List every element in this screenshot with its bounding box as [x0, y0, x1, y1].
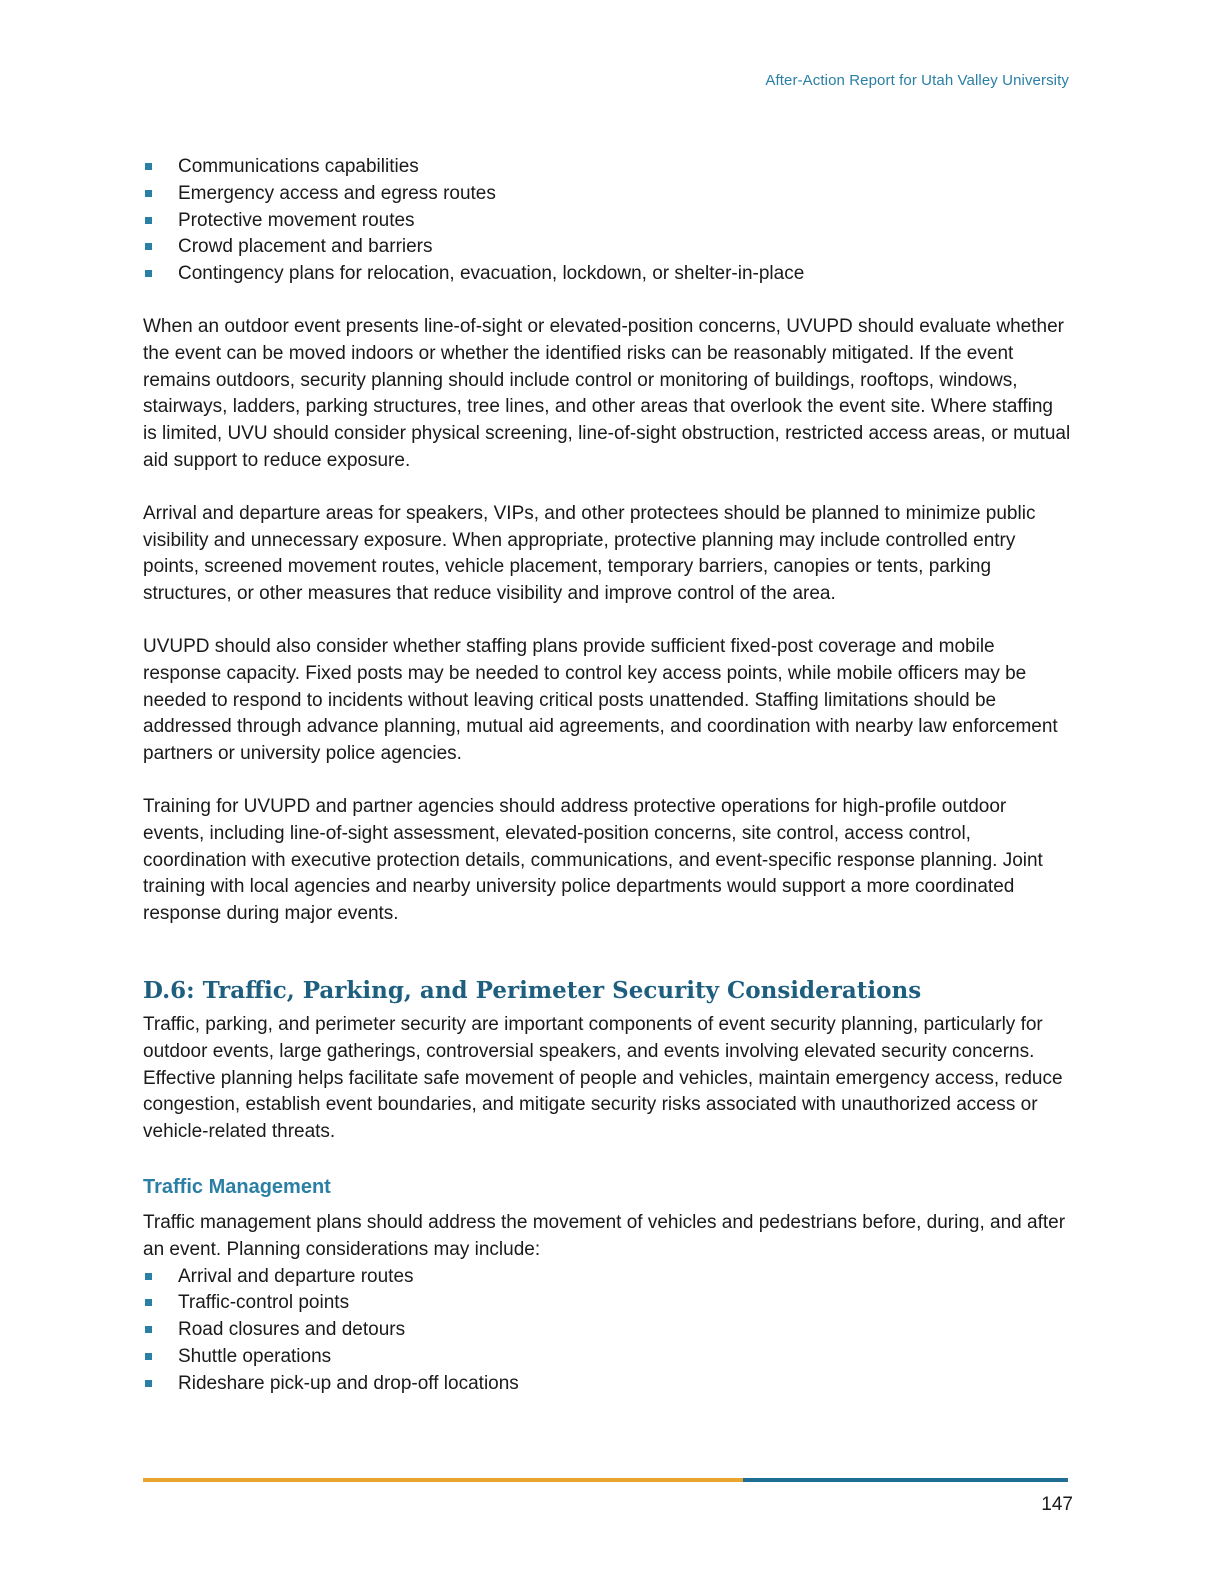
square-bullet-icon: [145, 190, 152, 197]
running-header: After-Action Report for Utah Valley University: [765, 72, 1069, 89]
square-bullet-icon: [145, 270, 152, 277]
page-number: 147: [1041, 1494, 1073, 1515]
square-bullet-icon: [145, 243, 152, 250]
top-bullet-list: [143, 154, 1071, 288]
list-item: [143, 1344, 1071, 1371]
paragraph-staffing: UVUPD should also consider whether staffing plans provide sufficient fixed-post coverage and mobile response capacity. Fixed posts may be needed to control key access points, while mobile officers may be needed to respond to incidents without leaving critical posts unattended. Staffing limitations should be addressed through advance planning, mutual aid agreements, and coordination with nearby law enforcement partners or university police agencies.: [143, 635, 1058, 765]
list-item-text: Road closures and detours: [178, 1319, 406, 1341]
list-item-text: Arrival and departure routes: [178, 1265, 414, 1287]
list-item: [143, 181, 1071, 208]
footer-rule-blue-segment: [743, 1478, 1068, 1482]
square-bullet-icon: [145, 1326, 152, 1333]
list-item: [143, 234, 1071, 261]
subsection-intro-paragraph: Traffic management plans should address the movement of vehicles and pedestrians before, during, and after an event. Planning considerations may include:: [143, 1211, 1066, 1260]
paragraph-training: Training for UVUPD and partner agencies should address protective operations for high-profile outdoor events, including line-of-sight assessment, elevated-position concerns, site control, access control, coordination with executive protection details, communications, and event-specific response planning. Joint training with local agencies and nearby university police departments would support a more coordinated response during major events.: [143, 795, 1043, 925]
section-intro-paragraph: Traffic, parking, and perimeter security are important components of event security planning, particularly for outdoor events, large gatherings, controversial speakers, and events involving elevated security concerns. Effective planning helps facilitate safe movement of people and vehicles, maintain emergency access, reduce congestion, establish event boundaries, and mitigate security risks associated with unauthorized access or vehicle-related threats.: [143, 1013, 1063, 1143]
list-item: [143, 261, 1071, 288]
square-bullet-icon: [145, 1380, 152, 1387]
list-item-text: Shuttle operations: [178, 1345, 332, 1367]
list-item: [143, 1264, 1071, 1291]
list-item-text: Rideshare pick-up and drop-off locations: [178, 1372, 519, 1394]
list-item-text: Communications capabilities: [178, 156, 419, 177]
list-item: [143, 1371, 1071, 1398]
list-item: [143, 154, 1071, 181]
square-bullet-icon: [145, 1353, 152, 1360]
list-item-text: Traffic-control points: [178, 1292, 350, 1314]
footer-rule: [143, 1478, 1068, 1482]
page-body: [143, 154, 1071, 1397]
list-item-text: Emergency access and egress routes: [178, 182, 496, 204]
list-item: [143, 208, 1071, 235]
list-item: [143, 1317, 1071, 1344]
paragraph-arrival-departure: Arrival and departure areas for speakers, VIPs, and other protectees should be planned to minimize public visibility and unnecessary exposure. When appropriate, protective planning may include controlled entry points, screened movement routes, vehicle placement, temporary barriers, canopies or tents, parking structures, or other measures that reduce visibility and improve control of the area.: [143, 502, 1036, 605]
section-heading: D.6: Traffic, Parking, and Perimeter Security Considerations: [143, 976, 922, 1004]
subsection-heading: Traffic Management: [143, 1175, 331, 1198]
list-item: [143, 1290, 1071, 1317]
list-item-text: Protective movement routes: [178, 209, 415, 231]
footer-rule-gold-segment: [143, 1478, 743, 1482]
paragraph-outdoor-events: When an outdoor event presents line-of-sight or elevated-position concerns, UVUPD should evaluate whether the event can be moved indoors or whether the identified risks can be reasonably mitigated. If the event remains outdoors, security planning should include control or monitoring of buildings, rooftops, windows, stairways, ladders, parking structures, tree lines, and other areas that overlook the event site. Where staffing is limited, UVU should consider physical screening, line-of-sight obstruction, restricted access areas, or mutual aid support to reduce exposure.: [143, 315, 1071, 471]
square-bullet-icon: [145, 217, 152, 224]
list-item-text: Contingency plans for relocation, evacuation, lockdown, or shelter-in-place: [178, 263, 805, 285]
list-item-text: Crowd placement and barriers: [178, 236, 433, 258]
square-bullet-icon: [145, 1299, 152, 1306]
traffic-bullet-list: [143, 1264, 1071, 1398]
square-bullet-icon: [145, 1273, 152, 1280]
square-bullet-icon: [145, 163, 152, 170]
